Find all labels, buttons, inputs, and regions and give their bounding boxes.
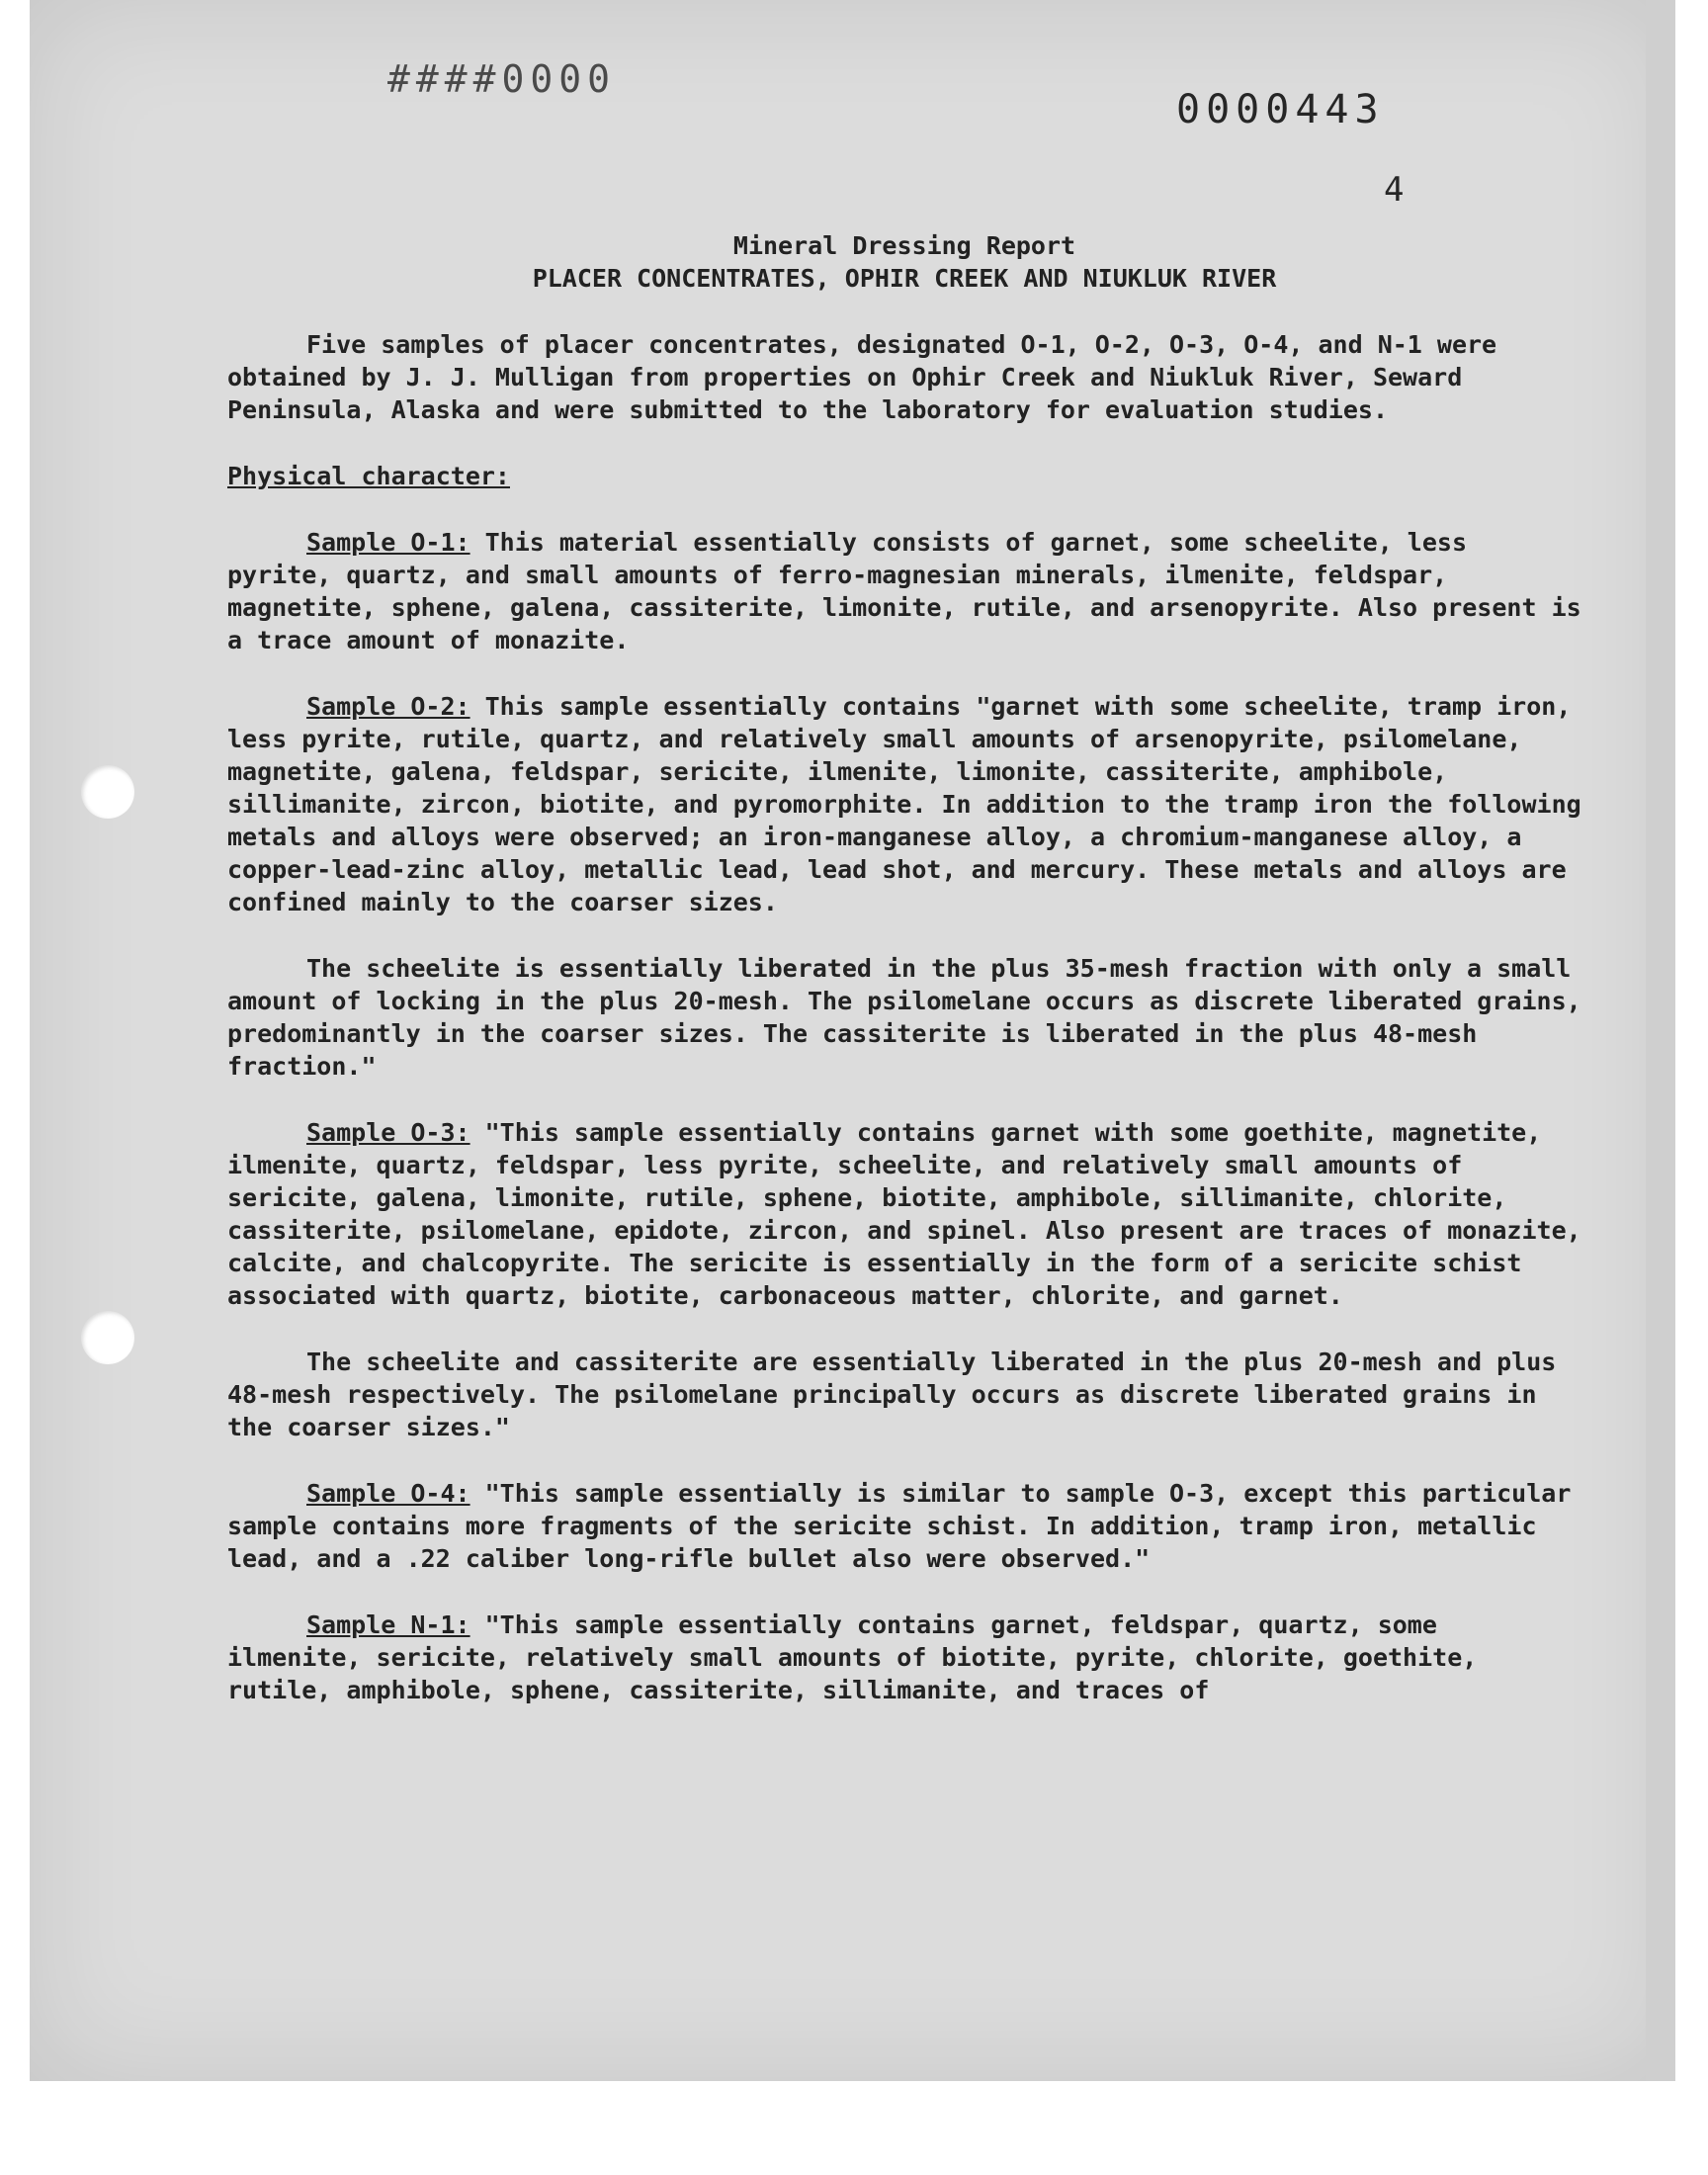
punch-hole bbox=[81, 765, 134, 819]
sample-label: Sample O-3: bbox=[306, 1118, 470, 1147]
report-title: Mineral Dressing Report bbox=[732, 231, 1076, 260]
sample-paragraph bbox=[227, 1346, 1581, 1443]
sample-paragraph bbox=[227, 1116, 1596, 1312]
sample-label: Sample N-1: bbox=[306, 1610, 470, 1639]
sample-text: The scheelite and cassiterite are essentially liberated in the plus 20-mesh and plus 48-mesh respectively. The psilomelane principally occurs as discrete liberated grains in the coarser sizes." bbox=[227, 1348, 1572, 1441]
sample-label: Sample O-2: bbox=[306, 692, 470, 721]
sample-paragraph bbox=[227, 526, 1596, 656]
scan-margin bbox=[0, 2081, 1708, 2175]
sample-text: The scheelite is essentially liberated in the plus 35-mesh fraction with only a small amount of locking in the plus 20-mesh. The psilomelane occurs as discrete liberated grains, predominantly in the coarser sizes. The cassiterite is liberated in the plus 48-mesh fraction." bbox=[227, 954, 1596, 1081]
intro-paragraph: Five samples of placer concentrates, designated O-1, O-2, O-3, O-4, and N-1 were obtained by J. J. Mulligan from properties on Ophir Creek and Niukluk River, Seward Peninsula, Alaska and were submitted to the laboratory for evaluation studies. bbox=[227, 330, 1512, 424]
section-heading: Physical character: bbox=[227, 462, 510, 490]
report-body bbox=[227, 229, 1596, 1706]
sample-text: "This sample essentially contains garnet, feldspar, quartz, some ilmenite, sericite, relatively small amounts of biotite, pyrite, chlorite, goethite, rutile, amphibole, sphene, cassiterite, sillimanite, and traces of bbox=[227, 1610, 1493, 1704]
page-number: 4 bbox=[1384, 170, 1405, 210]
document-stamp-left: ####0000 bbox=[387, 57, 617, 101]
sample-paragraph bbox=[227, 690, 1596, 918]
report-subtitle: PLACER CONCENTRATES, OPHIR CREEK AND NIUKLUK RIVER bbox=[532, 264, 1277, 293]
sample-paragraph bbox=[227, 1609, 1581, 1706]
sample-label: Sample O-1: bbox=[306, 528, 470, 557]
sample-text: This material essentially consists of garnet, some scheelite, less pyrite, quartz, and small amounts of ferro-magnesian minerals, ilmenite, feldspar, magnetite, sphene, galena, cassiterite, limonite, rutile, and arsenopyrite. Also present is a trace amount of monazite. bbox=[227, 528, 1596, 654]
punch-hole bbox=[81, 1311, 134, 1364]
sample-text: "This sample essentially is similar to sample O-3, except this particular sample contains more fragments of the sericite schist. In addition, tramp iron, metallic lead, and a .22 caliber long-rifle bullet also were observed." bbox=[227, 1479, 1586, 1573]
page-edge-shadow bbox=[1646, 0, 1675, 2081]
sample-paragraph bbox=[227, 1477, 1586, 1575]
sample-text: This sample essentially contains "garnet with some scheelite, tramp iron, less pyrite, rutile, quartz, and relatively small amounts of arsenopyrite, psilomelane, magnetite, galena, feldspar, sericite, ilmenite, limonite, cassiterite, amphibole, sillimanite, zircon, biotite, and pyromorphite. In addition to the tramp iron the following metals and alloys were observed; an iron-manganese alloy, a chromium-manganese alloy, a copper-lead-zinc alloy, metallic lead, lead shot, and mercury. These metals and alloys are confined mainly to the coarser sizes. bbox=[227, 692, 1596, 916]
document-stamp-right: 0000443 bbox=[1176, 87, 1385, 132]
sample-label: Sample O-4: bbox=[306, 1479, 470, 1508]
sample-text: "This sample essentially contains garnet with some goethite, magnetite, ilmenite, quartz, feldspar, less pyrite, scheelite, and relatively small amounts of sericite, galena, limonite, rutile, sphene, biotite, amphibole, sillimanite, chlorite, cassiterite, psilomelane, epidote, zircon, and spinel. Also present are traces of monazite, calcite, and chalcopyrite. The sericite is essentially in the form of a sericite schist associated with quartz, biotite, carbonaceous matter, chlorite, and garnet. bbox=[227, 1118, 1596, 1310]
sample-paragraph bbox=[227, 952, 1596, 1083]
